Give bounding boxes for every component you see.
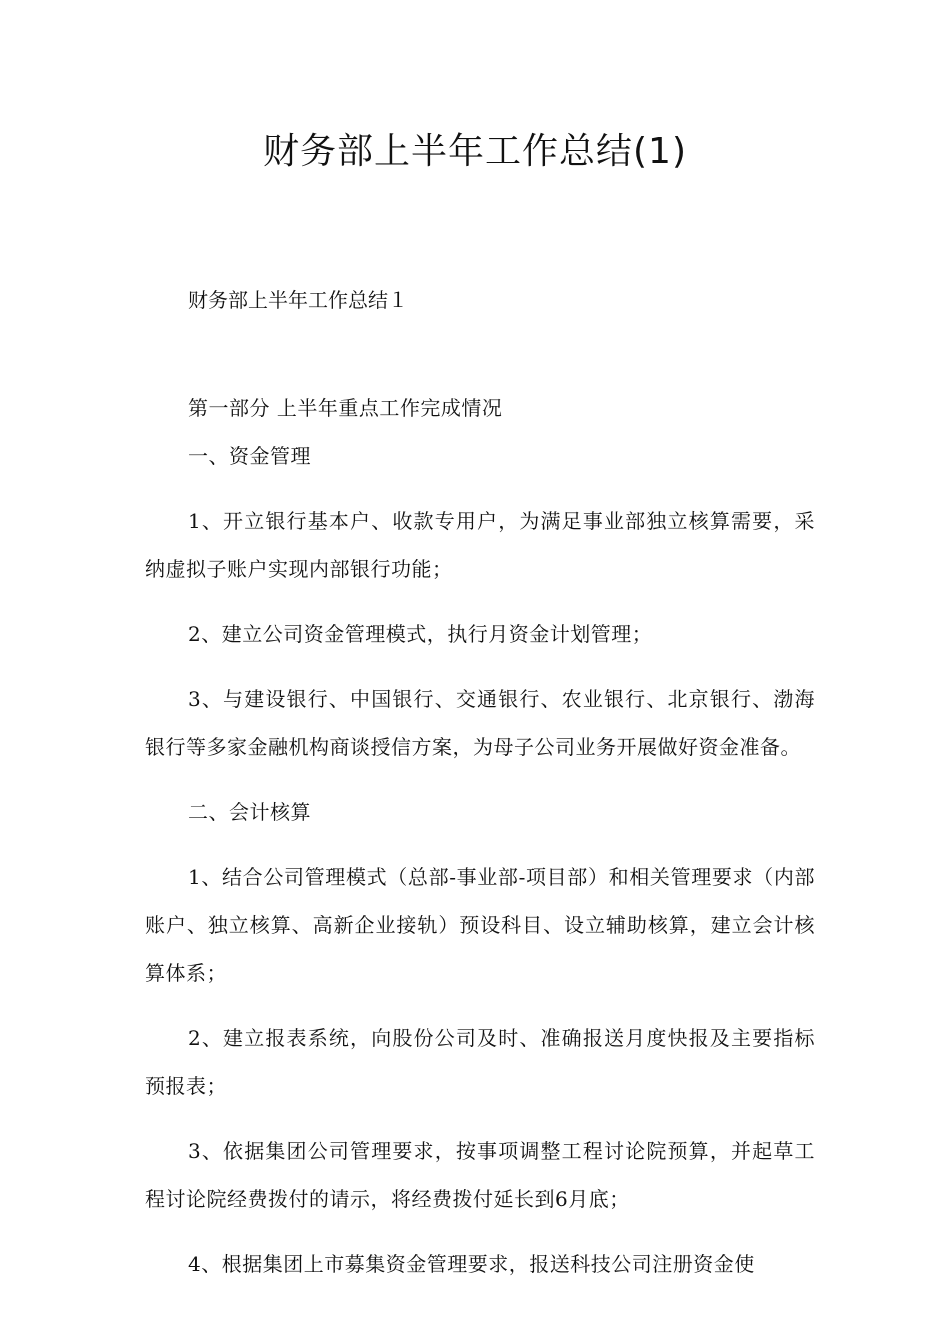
subsection-heading: 一、资金管理 <box>188 444 311 468</box>
body-paragraph: 3、与建设银行、中国银行、交通银行、农业银行、北京银行、渤海银行等多家金融机构商谈授信方案，为母子公司业务开展做好资金准备。 <box>145 687 815 759</box>
document-title: 财务部上半年工作总结(1) <box>263 131 687 172</box>
document-subtitle: 财务部上半年工作总结１ <box>188 288 408 312</box>
body-paragraph: 1、结合公司管理模式（总部-事业部-项目部）和相关管理要求（内部账户、独立核算、高新企业接轨）预设科目、设立辅助核算，建立会计核算体系； <box>145 865 815 985</box>
body-paragraph: 2、建立报表系统，向股份公司及时、准确报送月度快报及主要指标预报表； <box>145 1026 815 1098</box>
body-paragraph: 2、建立公司资金管理模式，执行月资金计划管理； <box>188 622 653 646</box>
subsection-heading: 二、会计核算 <box>188 800 311 824</box>
body-paragraph: 1、开立银行基本户、收款专用户，为满足事业部独立核算需要，采纳虚拟子账户实现内部银行功能； <box>145 509 815 581</box>
section-heading: 第一部分 上半年重点工作完成情况 <box>188 396 503 420</box>
body-paragraph: 4、根据集团上市募集资金管理要求，报送科技公司注册资金使 <box>188 1252 755 1276</box>
document-body <box>145 384 815 1305</box>
body-paragraph: 3、依据集团公司管理要求，按事项调整工程讨论院预算，并起草工程讨论院经费拨付的请示，将经费拨付延长到6月底； <box>145 1139 815 1211</box>
